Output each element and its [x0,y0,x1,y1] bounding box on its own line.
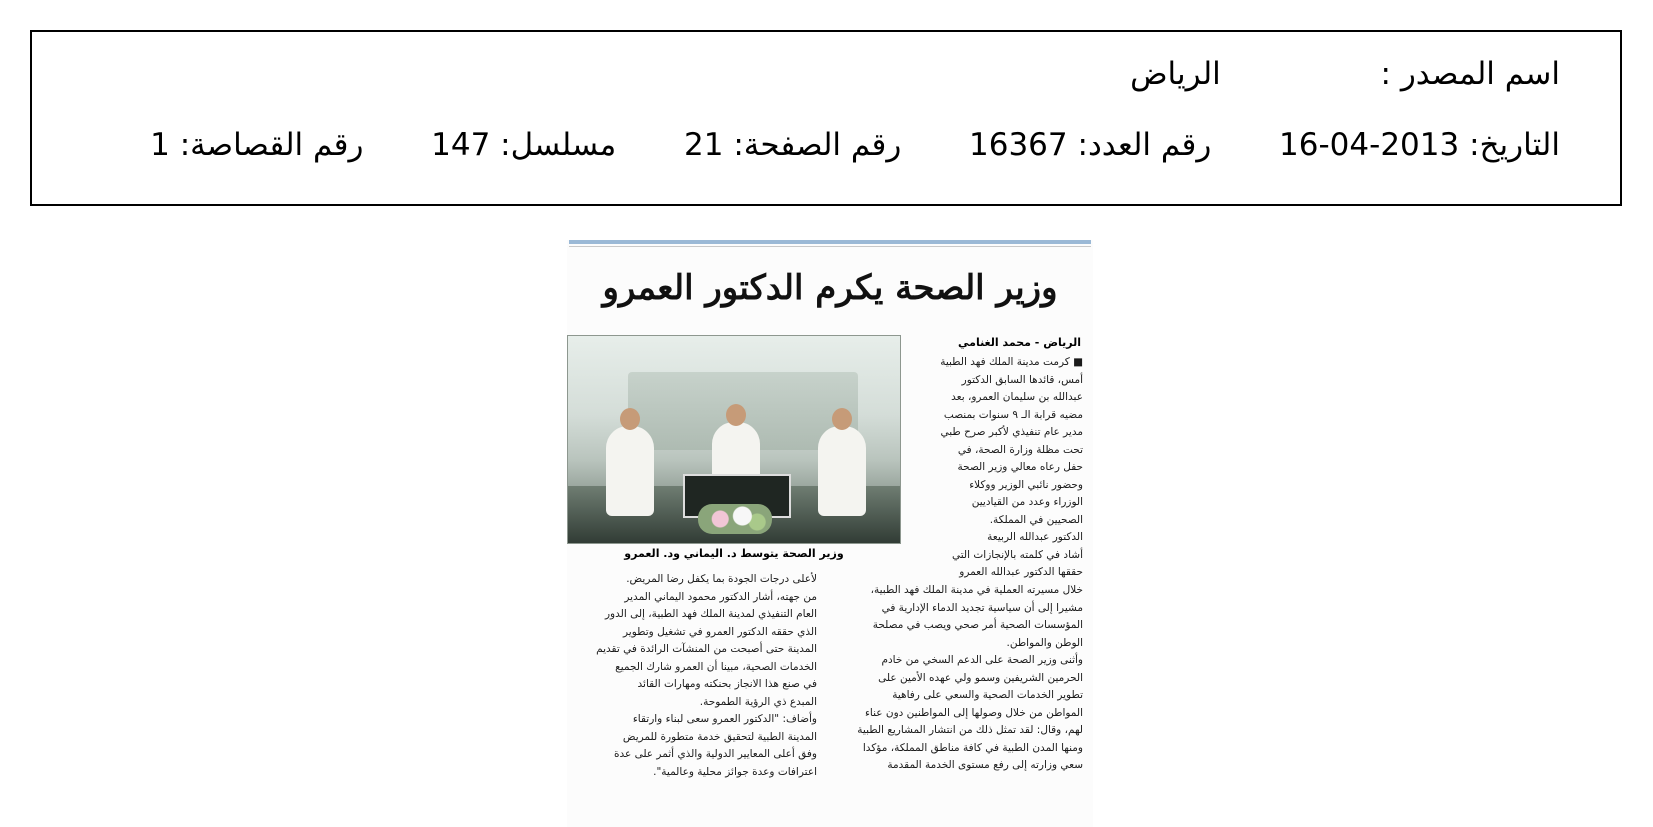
text-line: الدكتور عبدالله الربيعة [987,531,1083,543]
text-line: حفل رعاه معالي وزير الصحة [957,461,1083,473]
text-line: وفق أعلى المعايير الدولية والذي أثمر على عدة [613,748,817,760]
issue-value: 16367 [969,127,1068,163]
article-column-right-top [905,354,1083,582]
newspaper-clipping [567,240,1093,827]
text-line: الوزراء وعدد من القياديين [971,496,1083,508]
clip-top-bar [569,240,1091,244]
text-line: سعي وزارته إلى رفع مستوى الخدمة المقدمة [887,759,1083,771]
text-line: ومنها المدن الطبية في كافة مناطق المملكة، مؤكدا [862,741,1083,754]
photo-person-right [818,426,866,516]
text-line: عبدالله بن سليمان العمرو، بعد [951,391,1083,403]
text-line: لهم، وقال: لقد تمثل ذلك من انتشار المشاريع الطبية [857,724,1083,736]
text-line: حققها الدكتور عبدالله العمرو [959,566,1083,578]
article-byline: الرياض - محمد الغنامي [958,336,1081,349]
text-line: من جهته، أشار الدكتور محمود اليماني المدير [624,590,817,603]
article-column-left [567,571,817,781]
article-headline: وزير الصحة يكرم الدكتور العمرو [602,268,1058,308]
text-line: الذي حققه الدكتور العمرو في تشغيل وتطوير [622,625,817,638]
text-line: لأعلى درجات الجودة بما يكفل رضا المريض. [626,573,817,585]
text-line: العام التنفيذي لمدينة الملك فهد الطبية، إلى الدور [604,608,817,620]
source-label: اسم المصدر : [1380,56,1560,92]
text-line: الحرمين الشريفين وسمو ولي عهده الأمين على [878,671,1083,684]
text-line: في صنع هذا الانجاز بحنكته ومهارات القائد [637,678,817,690]
text-line: الصحيين في المملكة. [989,513,1083,526]
text-line: تطوير الخدمات الصحية والسعي على رفاهية [892,689,1083,701]
text-line: الخدمات الصحية، مبينا أن العمرو شارك الجميع [615,660,817,673]
clip-label: رقم القصاصة: [179,127,364,163]
source-row [1130,54,1560,94]
issue-label: رقم العدد: [1077,127,1212,163]
text-line: مشيرا إلى أن سياسية تجديد الدماء الإدارية في [881,601,1083,614]
text-line: المدينة الطبية لتحقيق خدمة متطورة للمريض [622,730,817,743]
text-line: ■ كرمت مدينة الملك فهد الطبية [940,356,1083,368]
source-value: الرياض [1130,56,1221,92]
text-line: أمس، قائدها السابق الدكتور [961,373,1083,386]
text-line: أشاد في كلمته بالإنجازات التي [952,548,1083,561]
page-value: 21 [684,127,724,163]
clip-value: 1 [150,127,170,163]
text-line: مدير عام تنفيذي لأكبر صرح طبي [940,426,1083,438]
text-line: اعترافات وعدة جوائز محلية وعالمية". [653,765,817,778]
page-label: رقم الصفحة: [733,127,902,163]
text-line: المبدع ذي الرؤية الطموحة. [699,695,817,708]
photo-person-left [606,426,654,516]
text-line: وأضاف: "الدكتور العمرو سعى لبناء وارتقاء [632,713,817,725]
text-line: المؤسسات الصحية أمر صحي ويصب في مصلحة [872,619,1083,631]
text-line: الوطن والمواطن. [1006,636,1083,649]
text-line: تحت مظلة وزارة الصحة، في [957,443,1083,456]
text-line: خلال مسيرته العملية في مدينة الملك فهد الطبية، [870,584,1083,596]
date-value: 2013-04-16 [1279,127,1460,163]
article-photo [567,335,901,544]
photo-flowers [698,504,772,534]
photo-caption: وزير الصحة يتوسط د. اليماني ود. العمرو [624,547,844,560]
text-line: مضيه قرابة الـ ٩ سنوات بمنصب [943,408,1083,421]
serial-value: 147 [431,127,491,163]
clip-info-box [30,30,1622,206]
clip-top-line [569,246,1091,247]
meta-row [150,125,1560,165]
text-line: وأثنى وزير الصحة على الدعم السخي من خادم [881,654,1083,666]
article-column-right-bottom [831,582,1083,775]
text-line: المدينة حتى أصبحت من المنشآت الرائدة في تقديم [596,643,817,655]
date-label: التاريخ: [1469,127,1560,163]
serial-label: مسلسل: [500,127,617,163]
text-line: وحضور نائبي الوزير ووكلاء [969,478,1083,491]
text-line: المواطن من خلال وصولها إلى المواطنين دون عناء [864,706,1083,719]
